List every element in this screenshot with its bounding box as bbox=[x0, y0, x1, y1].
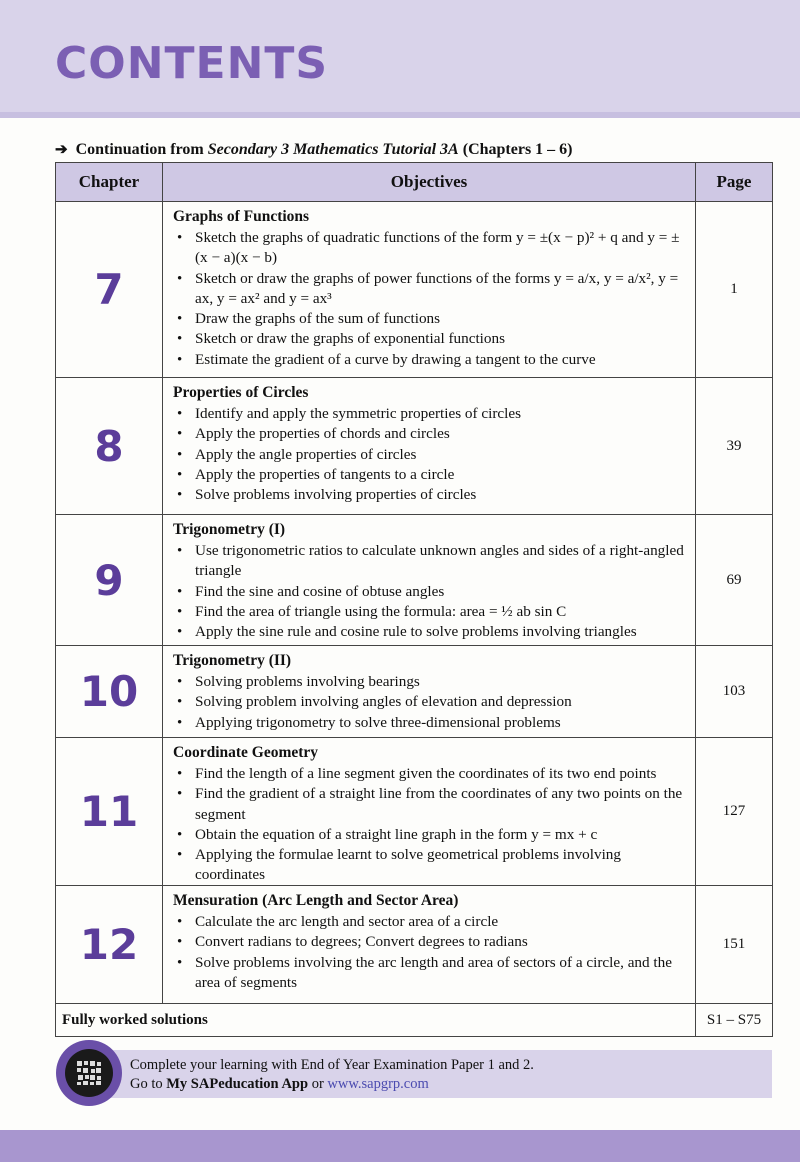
page-number: 39 bbox=[726, 437, 742, 454]
table-row[interactable] bbox=[56, 738, 772, 886]
page-number: 69 bbox=[726, 571, 742, 588]
table-row[interactable] bbox=[56, 515, 772, 646]
objective-item: • Sketch or draw the graphs of exponential functions bbox=[195, 329, 687, 349]
objective-item: • Find the sine and cosine of obtuse angles bbox=[195, 582, 687, 602]
book-title: Secondary 3 Mathematics Tutorial 3A bbox=[207, 140, 459, 158]
table-row[interactable] bbox=[56, 886, 772, 1004]
objective-item: • Applying trigonometry to solve three-dimensional problems bbox=[195, 713, 687, 733]
app-name[interactable]: My SAPeducation App bbox=[166, 1076, 309, 1092]
chapter-number: 7 bbox=[56, 202, 163, 377]
objective-item: • Convert radians to degrees; Convert degrees to radians bbox=[195, 932, 687, 952]
objective-item: • Apply the sine rule and cosine rule to solve problems involving triangles bbox=[195, 622, 687, 642]
objective-item: • Find the gradient of a straight line from the coordinates of any two points on the segment bbox=[195, 784, 687, 825]
objective-item: • Identify and apply the symmetric properties of circles bbox=[195, 404, 687, 424]
objective-item: • Applying the formulae learnt to solve geometrical problems involving coordinates bbox=[195, 845, 687, 886]
website-link[interactable]: www.sapgrp.com bbox=[327, 1076, 429, 1092]
objective-item: • Solve problems involving properties of circles bbox=[195, 485, 687, 505]
solutions-row[interactable] bbox=[56, 1004, 772, 1036]
objective-list bbox=[173, 541, 687, 642]
objective-list bbox=[173, 764, 687, 886]
table-header bbox=[56, 163, 772, 202]
chapter-topic: Trigonometry (II) bbox=[173, 652, 292, 669]
table-row[interactable] bbox=[56, 202, 772, 378]
objective-list bbox=[173, 912, 687, 993]
page-number: 103 bbox=[722, 683, 746, 699]
chapter-topic: Mensuration (Arc Length and Sector Area) bbox=[173, 892, 459, 909]
objectives-cell bbox=[163, 646, 696, 737]
objective-item: • Apply the properties of chords and circles bbox=[195, 424, 687, 444]
objective-item: • Apply the angle properties of circles bbox=[195, 445, 687, 465]
page-number: 1 bbox=[730, 281, 738, 297]
objectives-cell bbox=[163, 738, 696, 885]
chapter-topic: Properties of Circles bbox=[173, 384, 309, 401]
objective-item: • Solving problems involving bearings bbox=[195, 672, 687, 692]
objective-item: • Apply the properties of tangents to a circle bbox=[195, 465, 687, 485]
objective-item: • Draw the graphs of the sum of functions bbox=[195, 309, 687, 329]
objectives-cell bbox=[163, 886, 696, 1003]
objective-item: • Find the length of a line segment given the coordinates of its two end points bbox=[195, 764, 687, 784]
chapter-number: 8 bbox=[56, 378, 163, 514]
objective-item: • Calculate the arc length and sector area of a circle bbox=[195, 912, 687, 932]
page-number: 151 bbox=[722, 936, 746, 952]
objectives-cell bbox=[163, 515, 696, 645]
contents-table bbox=[55, 162, 773, 1037]
objective-list bbox=[173, 404, 687, 505]
page-number: 127 bbox=[722, 803, 746, 819]
app-banner-text: Complete your learning with End of Year Examination Paper 1 and 2. Go to My SAPeducation App or www.sapgrp.com bbox=[130, 1057, 534, 1092]
page-title: CONTENTS bbox=[55, 38, 329, 89]
chapter-number: 10 bbox=[56, 646, 163, 737]
chapter-topic: Graphs of Functions bbox=[173, 208, 310, 225]
header-page: Page bbox=[716, 172, 752, 191]
table-row[interactable] bbox=[56, 646, 772, 738]
chapter-topic: Trigonometry (I) bbox=[173, 521, 286, 538]
objective-item: • Sketch the graphs of quadratic functions of the form y = ±(x − p)² + q and y = ±(x − a)(x − b) bbox=[195, 228, 687, 269]
footer-band bbox=[0, 1130, 800, 1162]
chapter-number: 9 bbox=[56, 515, 163, 645]
objectives-cell bbox=[163, 378, 696, 514]
chapter-topic: Coordinate Geometry bbox=[173, 744, 319, 761]
objective-item: • Solve problems involving the arc length and area of sectors of a circle, and the area of segments bbox=[195, 953, 687, 994]
objective-item: • Sketch or draw the graphs of power functions of the forms y = a/x, y = a/x², y = ax, y = ax² and y = ax³ bbox=[195, 269, 687, 310]
objective-list bbox=[173, 228, 687, 370]
objectives-cell bbox=[163, 202, 696, 377]
chapter-number: 12 bbox=[56, 886, 163, 1003]
objective-item: • Solving problem involving angles of elevation and depression bbox=[195, 692, 687, 712]
qr-grid-icon bbox=[74, 1058, 104, 1088]
header-chapter: Chapter bbox=[56, 163, 163, 201]
table-row[interactable] bbox=[56, 378, 772, 515]
objective-item: • Obtain the equation of a straight line graph in the form y = mx + c bbox=[195, 825, 687, 845]
objective-item: • Use trigonometric ratios to calculate unknown angles and sides of a right-angled triangle bbox=[195, 541, 687, 582]
chapter-number: 11 bbox=[56, 738, 163, 885]
objective-item: • Find the area of triangle using the formula: area = ½ ab sin C bbox=[195, 602, 687, 622]
solutions-label: Fully worked solutions bbox=[56, 1004, 696, 1036]
app-icon[interactable] bbox=[56, 1040, 122, 1106]
continuation-note: ➔ Continuation from Secondary 3 Mathematics Tutorial 3A (Chapters 1 – 6) bbox=[55, 140, 573, 158]
pointing-arrow-icon: ➔ bbox=[55, 142, 68, 158]
header-objectives: Objectives bbox=[163, 163, 696, 201]
objective-item: • Estimate the gradient of a curve by drawing a tangent to the curve bbox=[195, 350, 687, 370]
solutions-page: S1 – S75 bbox=[706, 1011, 762, 1028]
objective-list bbox=[173, 672, 687, 733]
